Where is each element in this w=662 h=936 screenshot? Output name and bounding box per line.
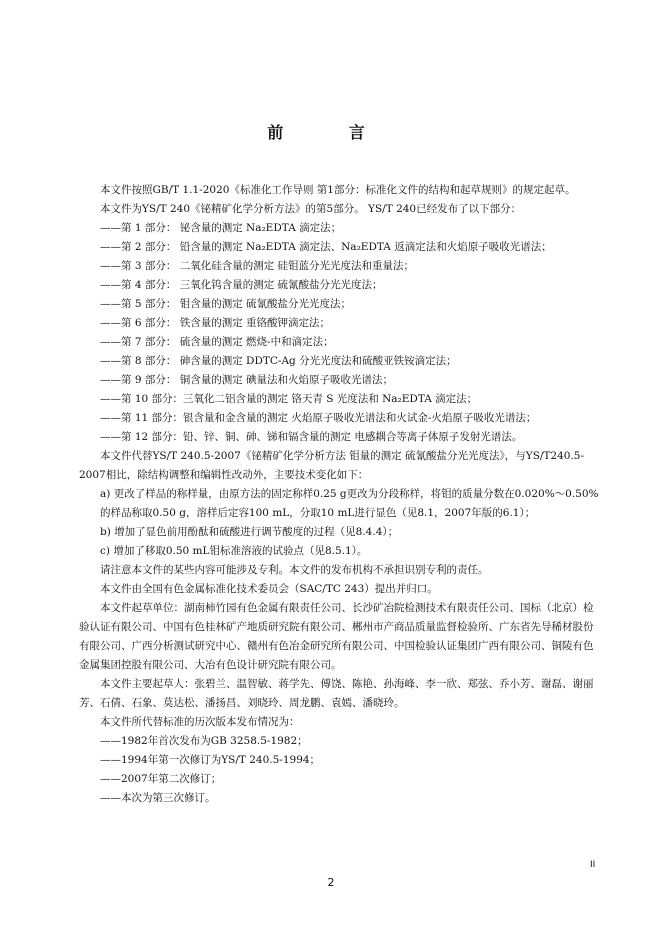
list-item: ——第 3 部分： 二氧化硅含量的测定 硅钼蓝分光光度法和重量法； xyxy=(100,260,415,272)
paragraph-part-intro: 本文件为YS/T 240《铋精矿化学分析方法》的第5部分。 YS/T 240已经发布了以下部分： xyxy=(100,203,522,215)
history-item: ——本次为第三次修订。 xyxy=(100,792,216,804)
paragraph-drafting-rules: 本文件按照GB/T 1.1-2020《标准化工作导则 第1部分：标准化文件的结构和起草规则》的规定起草。 xyxy=(100,184,576,196)
paragraph-history-intro: 本文件所代替标准的历次版本发布情况为： xyxy=(100,716,300,728)
parts-list xyxy=(79,219,602,447)
paragraph-replaces: 本文件代替YS/T 240.5-2007《铋精矿化学分析方法 钼量的测定 硫氰酸盐分光光度法》，与YS/T240.5-2007相比，除结构调整和编辑性改动外，主要技术变化如下： xyxy=(79,450,585,481)
paragraph-drafting-units: 本文件起草单位：湖南柿竹园有色金属有限责任公司、长沙矿冶院检测技术有限责任公司、国标（北京）检验认证有限公司、中国有色桂林矿产地质研究院有限公司、郴州市产商品质量监督检验所、广东省先导稀材股份有限公司、广西分析测试研究中心、赣州有色冶金研究所有限公司、中国检验认证集团广西有限公司、铜陵有色金属集团控股有限公司、大冶有色设计研究院有限公司。 xyxy=(79,602,594,671)
page-title: 前 言 xyxy=(267,123,395,142)
change-item: a) 更改了样品的称样量，由原方法的固定称样0.25 g更改为分段称样，将钼的质量分数在0.020%～0.50%的样品称取0.50 g，溶样后定容100 mL，分取10 mL进行显色（见8.1，2007年版的6.1）； xyxy=(100,488,599,519)
paragraph-drafters: 本文件主要起草人：张碧兰、温智敏、蒋学先、傅饶、陈艳、孙海峰、李一欣、郑弦、乔小芳、谢磊、谢丽芳、石倩、石象、莫达松、潘扬昌、刘晓玲、周龙鹏、袁嫣、潘晓玲。 xyxy=(79,678,594,709)
changes-list xyxy=(79,485,602,561)
list-item: ——第 11 部分：银含量和金含量的测定 火焰原子吸收光谱法和火试金-火焰原子吸收光谱法； xyxy=(100,412,537,424)
page-number: 2 xyxy=(327,876,335,889)
foreword-body xyxy=(79,181,602,808)
list-item: ——第 10 部分：三氧化二铝含量的测定 铬天青 S 光度法和 Na₂EDTA 滴定法； xyxy=(100,393,478,405)
paragraph-patent-notice: 请注意本文件的某些内容可能涉及专利。本文件的发布机构不承担识别专利的责任。 xyxy=(100,564,489,576)
change-item: c) 增加了移取0.50 mL钼标准溶液的试验点（见8.5.1）。 xyxy=(100,545,368,557)
history-item: ——1982年首次发布为GB 3258.5-1982； xyxy=(100,735,308,747)
list-item: ——第 4 部分： 三氧化钨含量的测定 硫氰酸盐分光光度法； xyxy=(100,279,383,291)
change-item: b) 增加了显色前用酚酞和硫酸进行调节酸度的过程（见8.4.4）； xyxy=(100,526,399,538)
list-item: ——第 8 部分： 砷含量的测定 DDTC-Ag 分光光度法和硫酸亚铁铵滴定法； xyxy=(100,355,457,367)
list-item: ——第 1 部分： 铋含量的测定 Na₂EDTA 滴定法； xyxy=(100,222,342,234)
list-item: ——第 9 部分： 铜含量的测定 碘量法和火焰原子吸收光谱法； xyxy=(100,374,394,386)
list-item: ——第 5 部分： 钼含量的测定 硫氰酸盐分光光度法； xyxy=(100,298,352,310)
history-item: ——1994年第一次修订为YS/T 240.5-1994； xyxy=(100,754,321,766)
roman-page-number: II xyxy=(590,860,596,870)
list-item: ——第 7 部分： 硫含量的测定 燃烧-中和滴定法； xyxy=(100,336,334,348)
list-item: ——第 12 部分：铅、锌、铜、砷、锑和镉含量的测定 电感耦合等离子体原子发射光谱法。 xyxy=(100,431,523,443)
list-item: ——第 6 部分： 铁含量的测定 重铬酸钾滴定法； xyxy=(100,317,331,329)
paragraph-committee: 本文件由全国有色金属标准化技术委员会（SAC/TC 243）提出并归口。 xyxy=(100,583,438,595)
history-list xyxy=(79,732,602,808)
list-item: ——第 2 部分： 铅含量的测定 Na₂EDTA 滴定法、Na₂EDTA 返滴定法和火焰原子吸收光谱法； xyxy=(100,241,552,253)
history-item: ——2007年第二次修订； xyxy=(100,773,222,785)
